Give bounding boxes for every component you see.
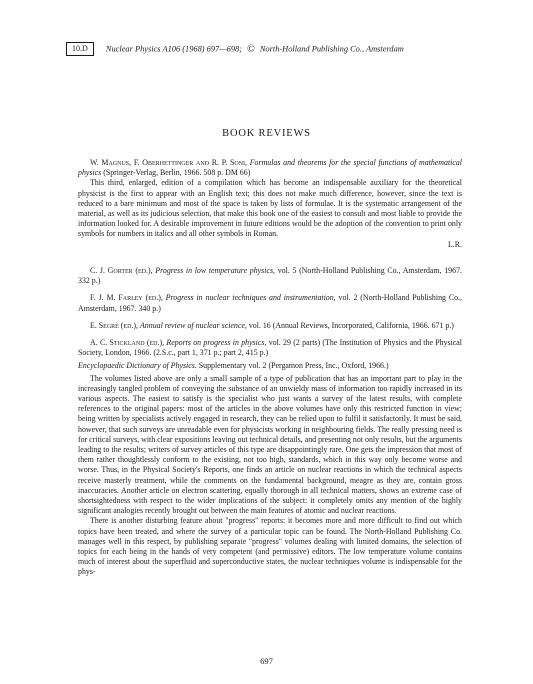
book-entry-title: Progress in low temperature physics, xyxy=(155,266,275,275)
review-1-authors: W. Magnus, F. Oberhettinger and R. P. Soni, xyxy=(90,158,247,167)
review-1 xyxy=(78,158,462,250)
review-2-paragraph: There is another disturbing feature about "progress" reports: it becomes more and more difficult to find out which topics have been treated, and where the survey of a particular topic can be found. The North-Holland Publishing Co. manages well in this respect, by publishing separate "progress" volumes dealing with limited domains, the selection of topics for each being in the hands of very competent (and permissive) editors. The low temperature volume contains much of interest about the superfluid and superconductive states, the nuclear techniques volume is indispensable for the phys- xyxy=(78,516,462,577)
journal-citation: Nuclear Physics A106 (1968) 697—698; xyxy=(105,44,243,54)
book-entry-title: Encyclopaedic Dictionary of Physics. xyxy=(78,361,197,371)
book-entry-imprint: vol. 2 (North-Holland Publishing Co., Amsterdam, 1967. 340 p.) xyxy=(78,293,462,313)
book-entry xyxy=(78,321,462,331)
book-entry-authors: A. C. Stickland (ed.), xyxy=(90,338,165,348)
book-entry-authors: E. Segrè (ed.), xyxy=(90,320,138,330)
review-1-title: Formulas and theorems for the special functions of mathematical physics xyxy=(78,158,462,178)
publisher-name: North-Holland Publishing Co., Amsterdam xyxy=(259,44,404,54)
book-entry-title: Annual review of nuclear science, xyxy=(139,320,247,330)
book-entry-authors: C. J. Gorter (ed.), xyxy=(90,266,153,275)
review-1-imprint: (Springer-Verlag, Berlin, 1966. 508 p. DM 66) xyxy=(103,168,251,178)
book-entry xyxy=(78,338,462,358)
review-2-paragraph: The volumes listed above are only a small sample of a type of publication that has an important part to play in the increasingly tangled problem of conveying the substance of an unwieldy mass of information too rapidly increased in its various aspects. The easiest to satisfy is the specialist who just wants a survey of the latest results, with complete references to the original papers: most of the articles in the above volumes have only this restricted function in view; being written by specialists actively engaged in research, they can be relied upon to fulfil it satisfactorily. It must be said, however, that such surveys are unreadable even for physicists working in neighbouring fields. The really pressing need is for critical surveys, with clear expositions leaving out technical details, and presenting not only results, but the arguments leading to the results; writers of survey articles of this type are disappointingly rare. One gets the impression that most of them rather thoughtlessly conform to the existing, not too high, standards, which in this way only become worse and worse. Thus, in the Physical Society's Reports, one finds an article on nuclear reactions in which the technical aspects receive masterly treatment, while the comments on the fundamental background, meagre as they are, contain gross inaccuracies. Another article on electron scattering, equally thorough in all technical matters, shows an extreme case of shortsightedness with respect to the wider implications of the subject: it completely omits any mention of the highly significant analogies recently brought out between the main features of atomic and nuclear reactions. xyxy=(78,373,462,516)
review-1-citation xyxy=(78,158,462,178)
book-entry-title: Progress in nuclear techniques and instrumentation, xyxy=(165,293,336,303)
review-1-initials: L.R. xyxy=(447,239,462,249)
book-entry-imprint: vol. 16 (Annual Reviews, Incorporated, California, 1966. 671 p.) xyxy=(248,320,454,330)
book-entry xyxy=(78,293,462,313)
book-entry-title: Reports on progress in physics, xyxy=(166,338,267,348)
running-header xyxy=(66,42,466,60)
book-list xyxy=(78,266,462,578)
section-title: BOOK REVIEWS xyxy=(222,128,311,139)
book-entry xyxy=(78,361,462,371)
section-code-box: 10.D xyxy=(66,42,94,56)
review-1-body: This third, enlarged, edition of a compilation which has become an indispensable auxiliary for the theoretical physicist is the first to appear with an English text; this does not make much difference, however, since the text is reduced to a bare minimum and most of the space is taken by lists of formulae. It is the systematic arrangement of the material, as well as its judicious selection, that make this book one of the easiest to consult and most liable to provide the information looked for. A desirable improvement in future editions would be the adoption of the convention to print only symbols for numbers in italics and all other symbols in Roman. xyxy=(78,178,462,239)
book-entry-imprint: vol. 5 (North-Holland Publishing Co., Amsterdam, 1967. 332 p.) xyxy=(78,266,462,286)
book-entry-authors: F. J. M. Farley (ed.), xyxy=(90,293,163,303)
copyright-symbol: © xyxy=(247,43,255,55)
book-entry-imprint: Supplementary vol. 2 (Pergamon Press, Inc., Oxford, 1966.) xyxy=(198,361,389,371)
book-entry-imprint: vol. 29 (2 parts) (The Institution of Physics and the Physical Society, London, 1966. (2.S.c., part 1, 371 p.; part 2, 415 p.) xyxy=(78,338,462,358)
page-number: 697 xyxy=(260,656,273,666)
book-entry xyxy=(78,266,462,286)
